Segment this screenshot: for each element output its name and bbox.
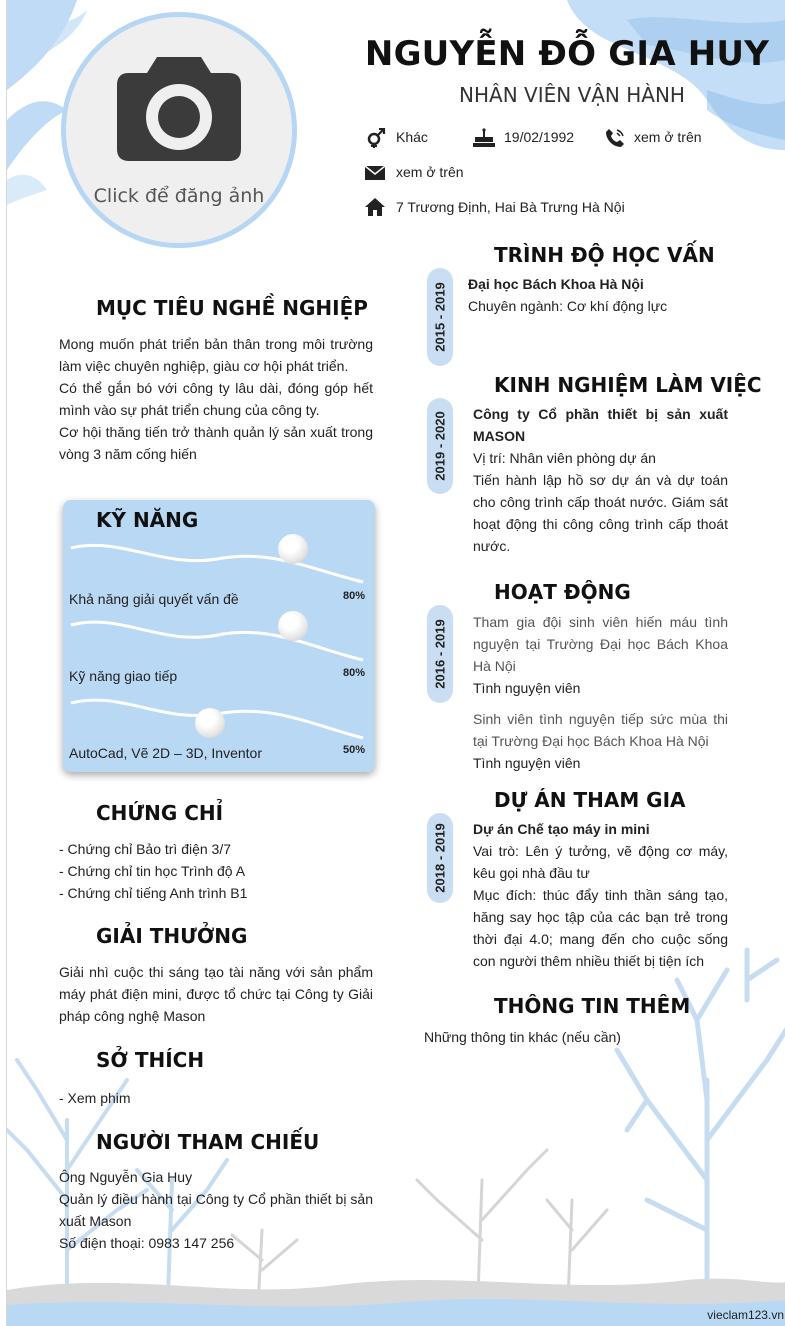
references-heading: NGƯỜI THAM CHIẾU	[96, 1130, 320, 1154]
info-phone	[605, 128, 735, 148]
hobbies-list	[59, 1087, 373, 1109]
experience-period-pill	[427, 398, 453, 494]
objective-heading: MỤC TIÊU NGHỀ NGHIỆP	[96, 296, 368, 320]
skills-panel	[63, 500, 375, 772]
education-heading: TRÌNH ĐỘ HỌC VẤN	[494, 243, 715, 267]
experience-details	[473, 403, 728, 557]
info-address	[365, 198, 665, 218]
extra-heading: THÔNG TIN THÊM	[494, 994, 691, 1018]
project-purpose: Mục đích: thúc đẩy tinh thần sáng tạo, hăng say học tập của các bạn trẻ trong thời đại 4.0; mang đến cho cuộc sống con người thêm nhiều thiết bị tiện ích	[473, 887, 728, 969]
activity-role: Tình nguyện viên	[473, 755, 581, 771]
info-gender	[365, 128, 465, 148]
skill-label: Khả năng giải quyết vấn đề	[69, 591, 239, 607]
reference-line: Số điện thoại: 0983 147 256	[59, 1235, 235, 1251]
mail-icon	[365, 166, 385, 180]
experience-position: Vị trí: Nhân viên phòng dự án	[473, 450, 656, 466]
objective-line: Cơ hội thăng tiến trở thành quản lý sản xuất trong vòng 3 năm cống hiến	[59, 424, 373, 462]
certificates-heading: CHỨNG CHỈ	[96, 801, 224, 825]
gender-value: Khác	[396, 129, 428, 145]
info-birthday	[473, 128, 603, 148]
activities-period: 2016 - 2019	[432, 619, 448, 689]
phone-icon	[605, 128, 625, 148]
experience-description: Tiến hành lập hồ sơ dự án và dự toán cho công trình cấp thoát nước. Giám sát hoạt động thi công công trình cấp thoát nước.	[473, 472, 728, 554]
project-name: Dự án Chế tạo máy in mini	[473, 821, 650, 837]
objective-line: Mong muốn phát triển bản thân trong môi trường làm việc chuyên nghiệp, giàu cơ hội phát triển.	[59, 336, 373, 374]
skill-label: AutoCad, Vẽ 2D – 3D, Inventor	[69, 745, 262, 761]
certificate-item: - Chứng chỉ tiếng Anh trình B1	[59, 885, 248, 901]
skill-label: Kỹ năng giao tiếp	[69, 668, 178, 684]
projects-period-pill	[427, 813, 453, 903]
projects-details	[473, 818, 728, 972]
camera-icon	[117, 57, 241, 161]
cake-icon	[473, 128, 495, 148]
phone-value: xem ở trên	[634, 129, 702, 145]
skill-level-knob	[278, 611, 308, 641]
job-title: NHÂN VIÊN VẬN HÀNH	[459, 83, 685, 107]
awards-heading: GIẢI THƯỞNG	[96, 924, 248, 948]
info-email	[365, 163, 495, 183]
cv-page	[6, 0, 785, 1326]
awards-text: Giải nhì cuộc thi sáng tạo tài năng với sản phẩm máy phát điện mini, được tổ chức tại Công ty Giải pháp công nghệ Mason	[59, 964, 373, 1024]
skill-percent: 80%	[342, 667, 365, 679]
email-value: xem ở trên	[396, 164, 464, 180]
certificates-list	[59, 838, 373, 904]
extra-text: Những thông tin khác (nếu cần)	[424, 1029, 621, 1045]
activities-heading: HOẠT ĐỘNG	[494, 580, 631, 604]
certificate-item: - Chứng chỉ tin học Trình độ A	[59, 863, 246, 879]
hobbies-heading: SỞ THÍCH	[96, 1048, 205, 1072]
gender-icon	[365, 128, 387, 148]
projects-heading: DỰ ÁN THAM GIA	[494, 788, 686, 812]
activity-role: Tình nguyện viên	[473, 680, 581, 696]
hobby-item: - Xem phim	[59, 1090, 131, 1106]
experience-heading: KINH NGHIỆM LÀM VIỆC	[494, 373, 762, 397]
project-role: Vai trò: Lên ý tưởng, vẽ động cơ máy, kêu gọi nhà đầu tư	[473, 843, 728, 881]
skill-percent: 80%	[342, 590, 365, 602]
objective-text	[59, 333, 373, 465]
activities-details	[473, 611, 728, 774]
activity-text: Tham gia đội sinh viên hiến máu tình nguyện tại Trường Đại học Bách Khoa Hà Nội	[473, 614, 728, 674]
education-major: Chuyên ngành: Cơ khí động lực	[468, 298, 668, 314]
skills-heading: KỸ NĂNG	[96, 508, 199, 532]
education-period: 2015 - 2019	[432, 282, 448, 352]
reference-line: Quản lý điều hành tại Công ty Cổ phần thiết bị sản xuất Mason	[59, 1191, 373, 1229]
activities-period-pill	[427, 605, 453, 703]
experience-company: Công ty Cổ phần thiết bị sản xuất MASON	[473, 406, 728, 444]
experience-period: 2019 - 2020	[432, 411, 448, 481]
candidate-name: NGUYỄN ĐỖ GIA HUY	[364, 34, 770, 74]
education-details	[468, 273, 733, 317]
skill-level-knob	[195, 708, 225, 738]
education-school: Đại học Bách Khoa Hà Nội	[468, 276, 644, 292]
projects-period: 2018 - 2019	[432, 823, 448, 893]
skill-percent: 50%	[342, 744, 365, 756]
birthday-value: 19/02/1992	[504, 129, 575, 145]
brand-watermark: vieclam123.vn	[707, 1308, 784, 1322]
address-value: 7 Trương Định, Hai Bà Trưng Hà Nội	[396, 199, 625, 215]
profile-photo-upload[interactable]	[61, 12, 297, 248]
reference-line: Ông Nguyễn Gia Huy	[59, 1169, 193, 1185]
skill-level-knob	[278, 534, 308, 564]
certificate-item: - Chứng chỉ Bảo trì điện 3/7	[59, 841, 232, 857]
home-icon	[365, 198, 385, 216]
activity-text: Sinh viên tình nguyện tiếp sức mùa thi tại Trường Đại học Bách Khoa Hà Nội	[473, 711, 728, 749]
references-text	[59, 1166, 373, 1254]
objective-line: Có thể gắn bó với công ty lâu dài, đóng góp hết mình vào sự phát triển chung của công ty.	[59, 380, 373, 418]
photo-upload-label: Click để đăng ảnh	[93, 185, 265, 207]
education-period-pill	[427, 268, 453, 366]
